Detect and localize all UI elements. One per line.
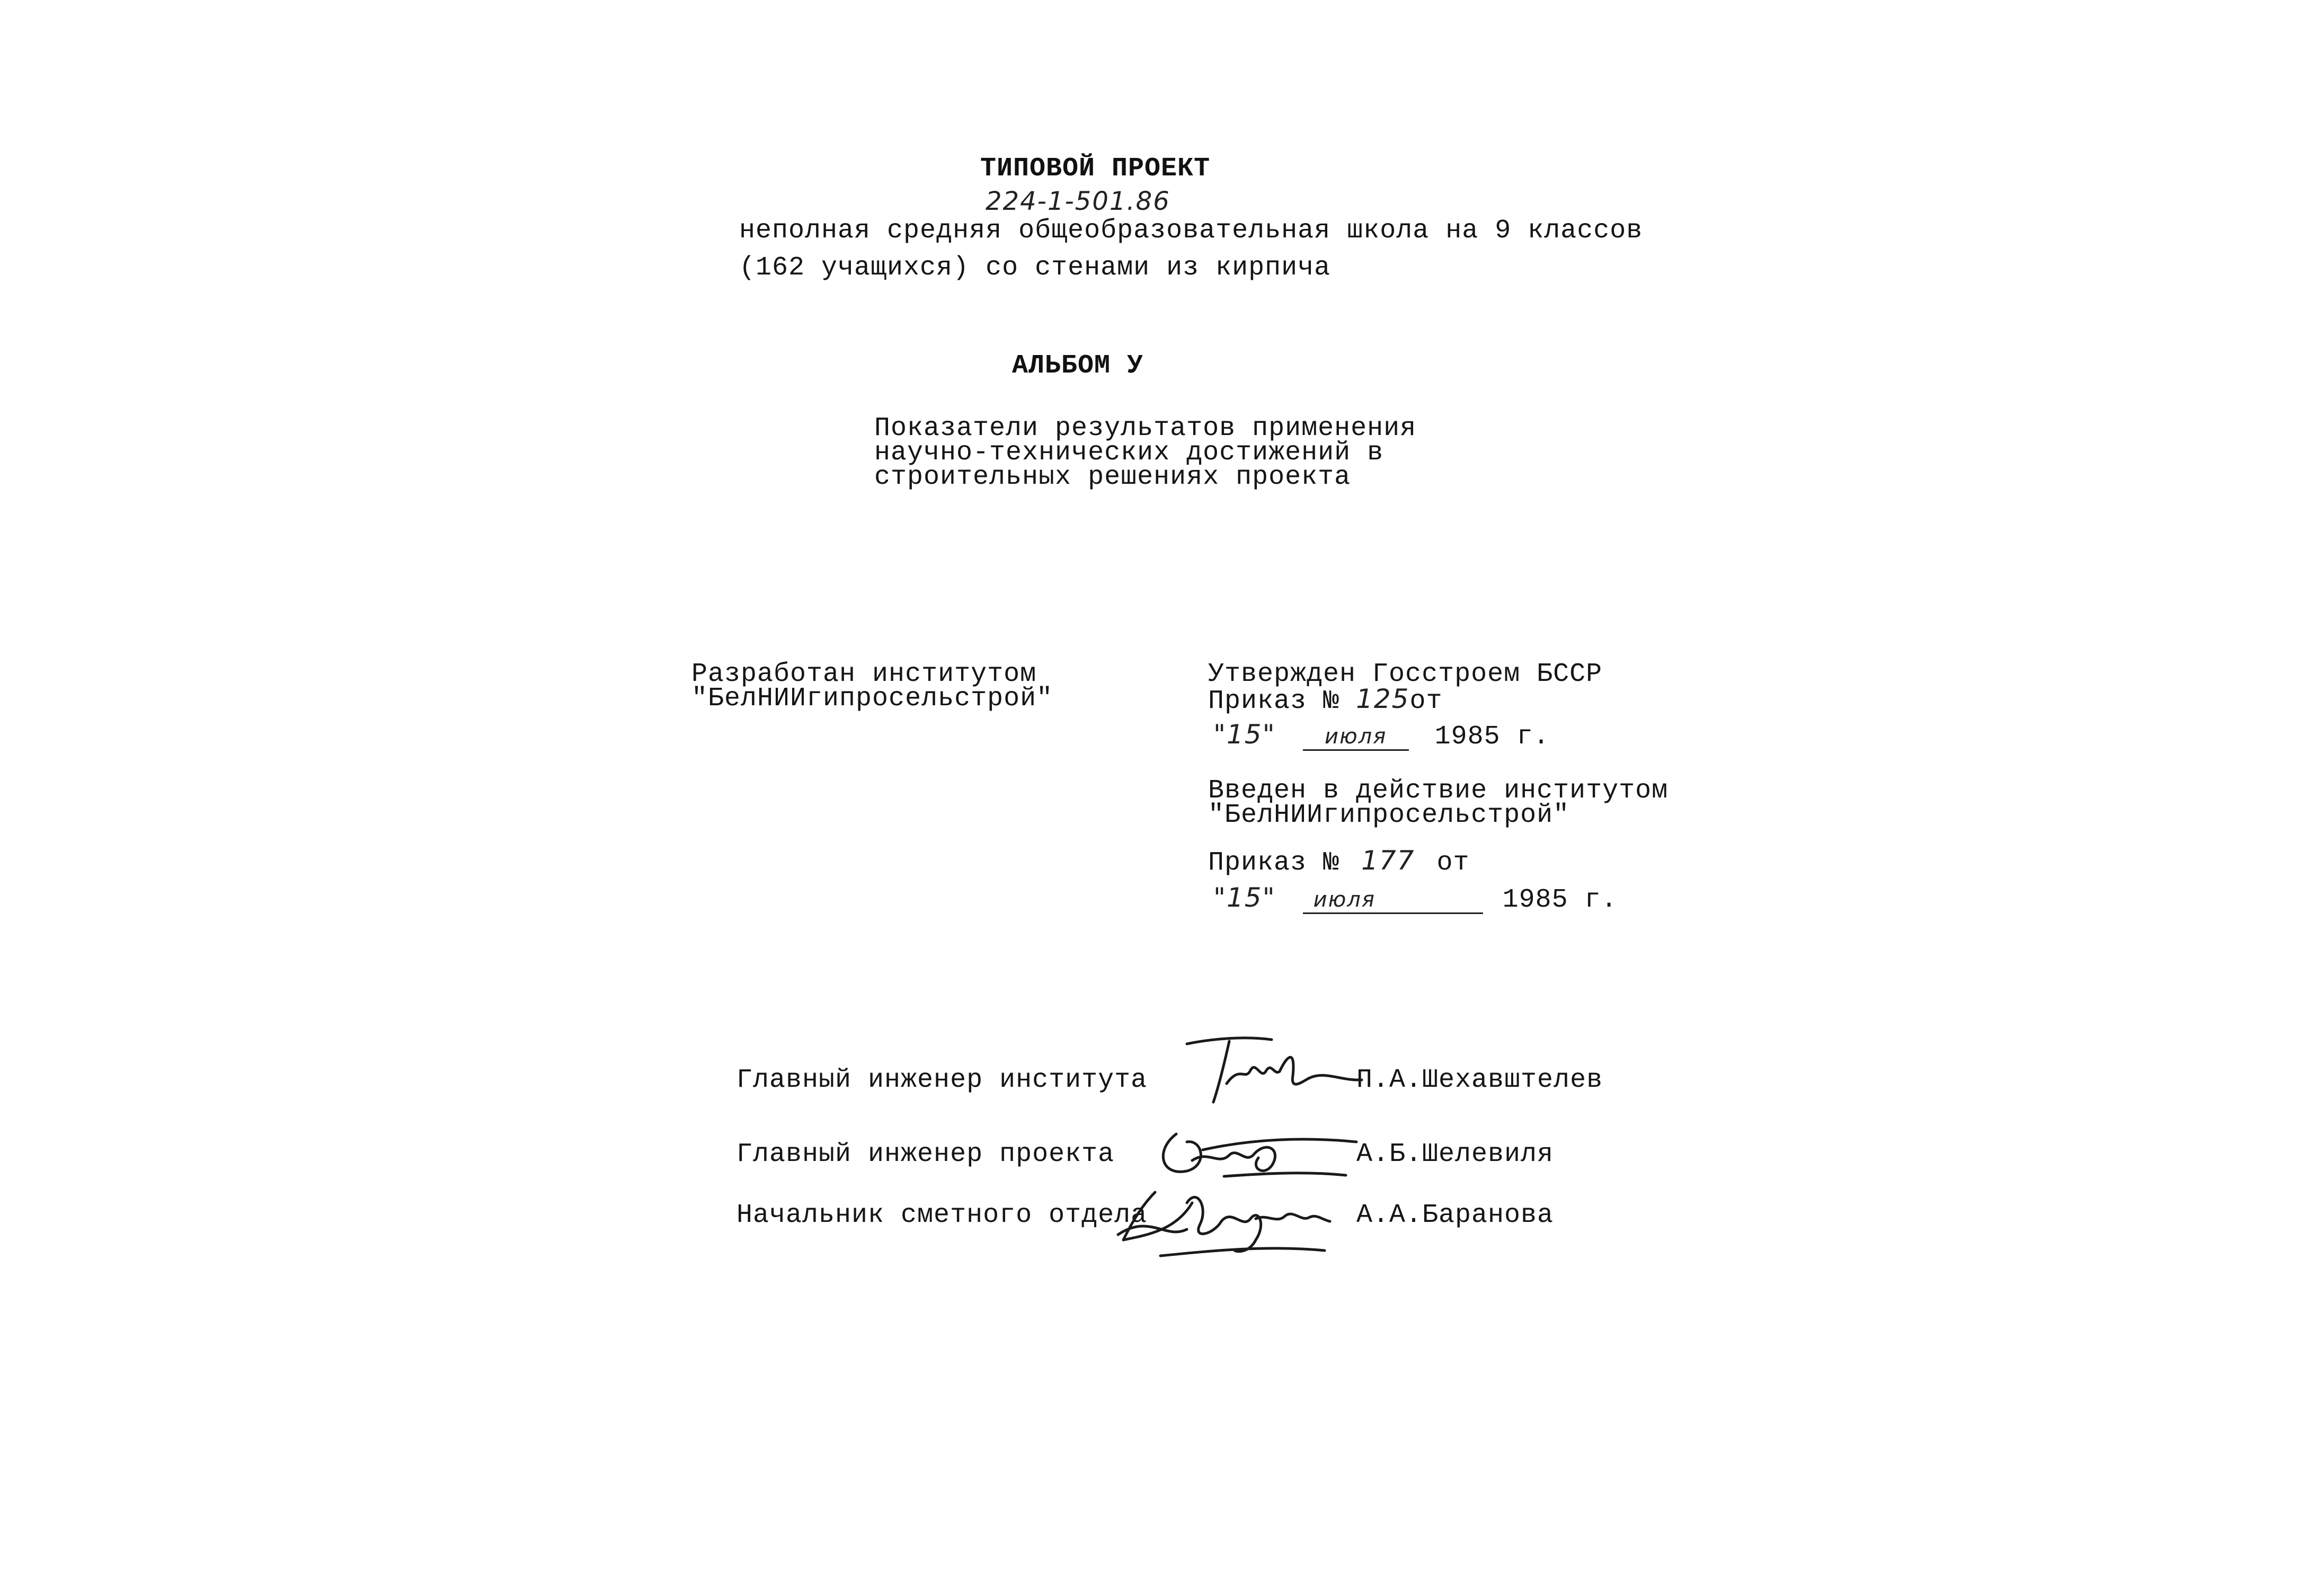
document-type-label: ТИПОВОЙ ПРОЕКТ (980, 154, 1211, 184)
album-title: АЛЬБОМ У (1012, 351, 1144, 381)
approved-date-year: 1985 г. (1434, 722, 1550, 752)
signature-role-head-estimate-dept: Начальник сметного отдела (736, 1200, 1148, 1230)
handwritten-signature-1 (1182, 1033, 1372, 1113)
signature-role-chief-engineer-institute: Главный инженер института (736, 1065, 1148, 1095)
album-subtitle-line-3: строительных решениях проекта (874, 462, 1351, 492)
introduced-by-line-1: Введен в действие институтом (1208, 776, 1669, 806)
album-subtitle-line-2: научно-технических достижений в (874, 438, 1384, 468)
project-number: 224-1-501.86 (986, 187, 1170, 216)
approved-date-line (1213, 719, 1550, 752)
handwritten-signature-3 (1107, 1171, 1335, 1261)
introduced-order-suffix: от (1436, 848, 1470, 878)
project-description-line-2: (162 учащихся) со стенами из кирпича (739, 253, 1331, 283)
signature-name-chief-engineer-project: А.Б.Шелевиля (1356, 1139, 1554, 1169)
introduced-date-month: июля (1303, 887, 1483, 914)
approved-date-day: "15" (1213, 719, 1276, 750)
album-subtitle-line-1: Показатели результатов применения (874, 413, 1417, 444)
developed-by-line-1: Разработан институтом (691, 659, 1037, 689)
introduced-date-line (1213, 882, 1618, 915)
signature-name-chief-engineer-institute: П.А.Шехавштелев (1356, 1065, 1603, 1095)
approved-order-line (1208, 684, 1443, 716)
approved-order-number: 125 (1356, 684, 1410, 714)
project-description-line-1: неполная средняя общеобразовательная школа на 9 классов (739, 216, 1643, 246)
developed-by-institute: "БелНИИгипросельстрой" (691, 684, 1053, 714)
approved-order-prefix: Приказ № (1208, 686, 1340, 716)
approved-order-suffix: от (1409, 686, 1443, 716)
introduced-order-prefix: Приказ № (1208, 848, 1340, 878)
introduced-by-institute: "БелНИИгипросельстрой" (1208, 800, 1570, 830)
introduced-order-number: 177 (1361, 845, 1415, 876)
introduced-date-year: 1985 г. (1502, 885, 1618, 915)
signature-name-head-estimate-dept: А.А.Баранова (1356, 1200, 1554, 1230)
signature-role-chief-engineer-project: Главный инженер проекта (736, 1139, 1115, 1169)
approved-date-month: июля (1303, 724, 1409, 751)
approved-by-line: Утвержден Госстроем БССР (1208, 659, 1603, 689)
introduced-date-day: "15" (1213, 882, 1276, 913)
introduced-order-line (1208, 845, 1470, 878)
